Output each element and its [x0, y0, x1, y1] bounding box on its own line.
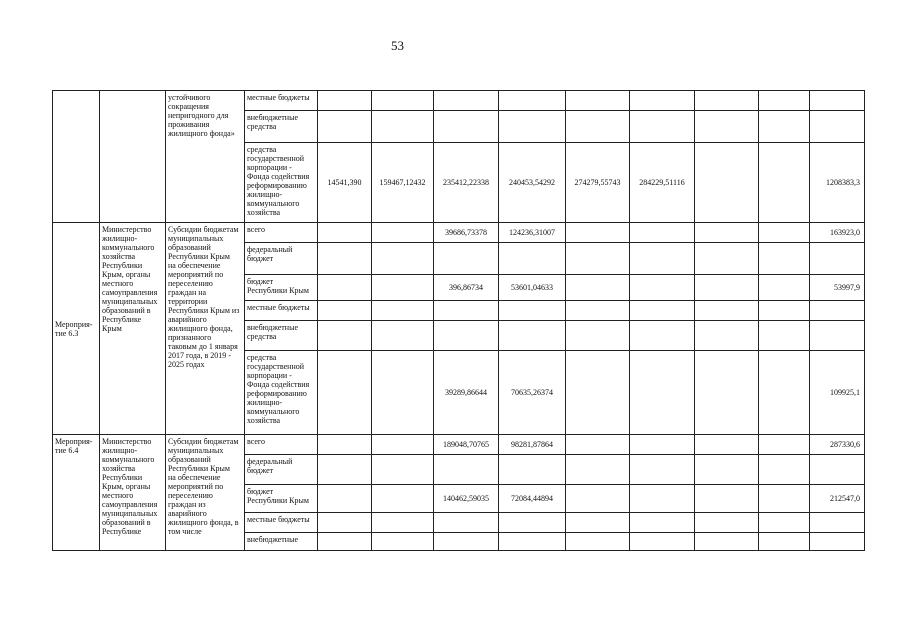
total-value-cell: 287330,6: [810, 435, 865, 455]
table-row: [53, 91, 865, 111]
year-value-cell: [499, 243, 566, 275]
year-value-cell: [318, 435, 372, 455]
year-value-cell: [695, 143, 759, 223]
funding-source-cell: средства государственной корпорации - Фонда содействия реформированию жилищно- коммунального хозяйства: [245, 143, 318, 223]
total-value-cell: [810, 533, 865, 551]
year-value-cell: [372, 243, 434, 275]
year-value-cell: [759, 485, 810, 513]
year-value-cell: [695, 243, 759, 275]
year-value-cell: [566, 321, 630, 351]
funding-source-cell: всего: [245, 435, 318, 455]
executor-cell: [100, 91, 166, 223]
year-value-cell: [318, 485, 372, 513]
total-value-cell: [810, 321, 865, 351]
year-value-cell: [695, 321, 759, 351]
year-value-cell: [318, 513, 372, 533]
executor-cell: Министерство жилищно- коммунального хозяйства Республики Крым, органы местного самоуправления муниципальных образований в Республике: [100, 435, 166, 551]
year-value-cell: [566, 513, 630, 533]
table-body: [53, 91, 865, 551]
year-value-cell: [566, 485, 630, 513]
year-value-cell: [318, 301, 372, 321]
total-value-cell: 1208383,3: [810, 143, 865, 223]
total-value-cell: [810, 301, 865, 321]
year-value-cell: [434, 111, 499, 143]
table-row: [53, 223, 865, 243]
year-value-cell: [499, 301, 566, 321]
year-value-cell: [499, 111, 566, 143]
year-value-cell: [695, 485, 759, 513]
year-value-cell: [566, 243, 630, 275]
year-value-cell: [372, 321, 434, 351]
funding-source-cell: местные бюджеты: [245, 513, 318, 533]
year-value-cell: 159467,12432: [372, 143, 434, 223]
year-value-cell: [372, 513, 434, 533]
description-cell: устойчивого сокращения непригодного для проживания жилищного фонда»: [166, 91, 245, 223]
year-value-cell: 396,86734: [434, 275, 499, 301]
year-value-cell: 39686,73378: [434, 223, 499, 243]
executor-cell: Министерство жилищно- коммунального хозяйства Республики Крым, органы местного самоуправления муниципальных образований в Республике Крым: [100, 223, 166, 435]
year-value-cell: [372, 111, 434, 143]
year-value-cell: [759, 301, 810, 321]
year-value-cell: [630, 513, 695, 533]
funding-source-cell: федеральный бюджет: [245, 243, 318, 275]
year-value-cell: 98281,87864: [499, 435, 566, 455]
year-value-cell: [566, 275, 630, 301]
year-value-cell: [318, 111, 372, 143]
page-number: 53: [391, 38, 404, 53]
budget-table: [52, 90, 865, 551]
year-value-cell: [695, 533, 759, 551]
funding-source-cell: средства государственной корпорации - Фонда содействия реформированию жилищно- коммунального хозяйства: [245, 351, 318, 435]
year-value-cell: [318, 351, 372, 435]
total-value-cell: 109925,1: [810, 351, 865, 435]
year-value-cell: [318, 533, 372, 551]
year-value-cell: [566, 351, 630, 435]
year-value-cell: [499, 455, 566, 485]
year-value-cell: [759, 223, 810, 243]
year-value-cell: [630, 435, 695, 455]
year-value-cell: [759, 243, 810, 275]
year-value-cell: [759, 435, 810, 455]
year-value-cell: [318, 91, 372, 111]
year-value-cell: [630, 351, 695, 435]
year-value-cell: [434, 91, 499, 111]
year-value-cell: [695, 91, 759, 111]
year-value-cell: [759, 143, 810, 223]
year-value-cell: [372, 223, 434, 243]
year-value-cell: 140462,59035: [434, 485, 499, 513]
year-value-cell: 240453,54292: [499, 143, 566, 223]
year-value-cell: 70635,26374: [499, 351, 566, 435]
year-value-cell: [434, 321, 499, 351]
year-value-cell: [434, 243, 499, 275]
total-value-cell: [810, 513, 865, 533]
year-value-cell: [759, 455, 810, 485]
total-value-cell: [810, 243, 865, 275]
year-value-cell: 14541,390: [318, 143, 372, 223]
year-value-cell: [372, 455, 434, 485]
year-value-cell: [630, 485, 695, 513]
year-value-cell: [695, 111, 759, 143]
funding-source-cell: федеральный бюджет: [245, 455, 318, 485]
year-value-cell: 189048,70765: [434, 435, 499, 455]
year-value-cell: 274279,55743: [566, 143, 630, 223]
year-value-cell: [566, 455, 630, 485]
year-value-cell: [630, 243, 695, 275]
year-value-cell: [630, 455, 695, 485]
year-value-cell: 53601,04633: [499, 275, 566, 301]
year-value-cell: [372, 485, 434, 513]
year-value-cell: [630, 111, 695, 143]
total-value-cell: 163923,0: [810, 223, 865, 243]
year-value-cell: [499, 533, 566, 551]
year-value-cell: [372, 533, 434, 551]
year-value-cell: [695, 513, 759, 533]
year-value-cell: [759, 351, 810, 435]
measure-name-cell: Мероприя- тие 6.4: [53, 435, 100, 551]
year-value-cell: [695, 301, 759, 321]
year-value-cell: [372, 435, 434, 455]
measure-name-cell: [53, 91, 100, 223]
year-value-cell: [318, 321, 372, 351]
description-cell: Субсидии бюджетам муниципальных образований Республики Крым на обеспечение мероприятий по переселению граждан на территории Республики Крым из аварийного жилищного фонда, признанного таковым до 1 января 2017 года, в 2019 - 2025 годах: [166, 223, 245, 435]
year-value-cell: [695, 275, 759, 301]
total-value-cell: [810, 111, 865, 143]
funding-source-cell: внебюджетные средства: [245, 111, 318, 143]
table-row: [53, 435, 865, 455]
year-value-cell: [318, 223, 372, 243]
funding-source-cell: бюджет Республики Крым: [245, 485, 318, 513]
year-value-cell: [630, 301, 695, 321]
year-value-cell: [759, 111, 810, 143]
year-value-cell: [759, 533, 810, 551]
year-value-cell: [434, 513, 499, 533]
year-value-cell: [630, 91, 695, 111]
year-value-cell: [759, 321, 810, 351]
year-value-cell: [630, 275, 695, 301]
year-value-cell: [318, 275, 372, 301]
year-value-cell: [372, 91, 434, 111]
total-value-cell: [810, 455, 865, 485]
year-value-cell: [318, 455, 372, 485]
year-value-cell: [372, 351, 434, 435]
year-value-cell: [318, 243, 372, 275]
year-value-cell: [695, 455, 759, 485]
total-value-cell: 53997,9: [810, 275, 865, 301]
year-value-cell: [759, 275, 810, 301]
description-cell: Субсидии бюджетам муниципальных образований Республики Крым на обеспечение мероприятий по переселению граждан из аварийного жилищного фонда, в том числе: [166, 435, 245, 551]
year-value-cell: [499, 91, 566, 111]
year-value-cell: [566, 111, 630, 143]
funding-source-cell: внебюджетные: [245, 533, 318, 551]
measure-name-cell: Мероприя- тие 6.3: [53, 223, 100, 435]
year-value-cell: [695, 223, 759, 243]
year-value-cell: [372, 275, 434, 301]
year-value-cell: [566, 301, 630, 321]
year-value-cell: [695, 351, 759, 435]
year-value-cell: 39289,86644: [434, 351, 499, 435]
total-value-cell: [810, 91, 865, 111]
year-value-cell: 235412,22338: [434, 143, 499, 223]
year-value-cell: [566, 223, 630, 243]
funding-source-cell: местные бюджеты: [245, 301, 318, 321]
year-value-cell: [630, 321, 695, 351]
year-value-cell: 284229,51116: [630, 143, 695, 223]
year-value-cell: [434, 533, 499, 551]
funding-source-cell: бюджет Республики Крым: [245, 275, 318, 301]
year-value-cell: [566, 91, 630, 111]
year-value-cell: [566, 435, 630, 455]
year-value-cell: 72084,44894: [499, 485, 566, 513]
funding-source-cell: внебюджетные средства: [245, 321, 318, 351]
year-value-cell: [434, 301, 499, 321]
year-value-cell: 124236,31007: [499, 223, 566, 243]
funding-source-cell: всего: [245, 223, 318, 243]
year-value-cell: [566, 533, 630, 551]
year-value-cell: [759, 91, 810, 111]
year-value-cell: [630, 533, 695, 551]
year-value-cell: [759, 513, 810, 533]
year-value-cell: [695, 435, 759, 455]
year-value-cell: [499, 321, 566, 351]
year-value-cell: [630, 223, 695, 243]
year-value-cell: [372, 301, 434, 321]
year-value-cell: [499, 513, 566, 533]
funding-source-cell: местные бюджеты: [245, 91, 318, 111]
year-value-cell: [434, 455, 499, 485]
total-value-cell: 212547,0: [810, 485, 865, 513]
